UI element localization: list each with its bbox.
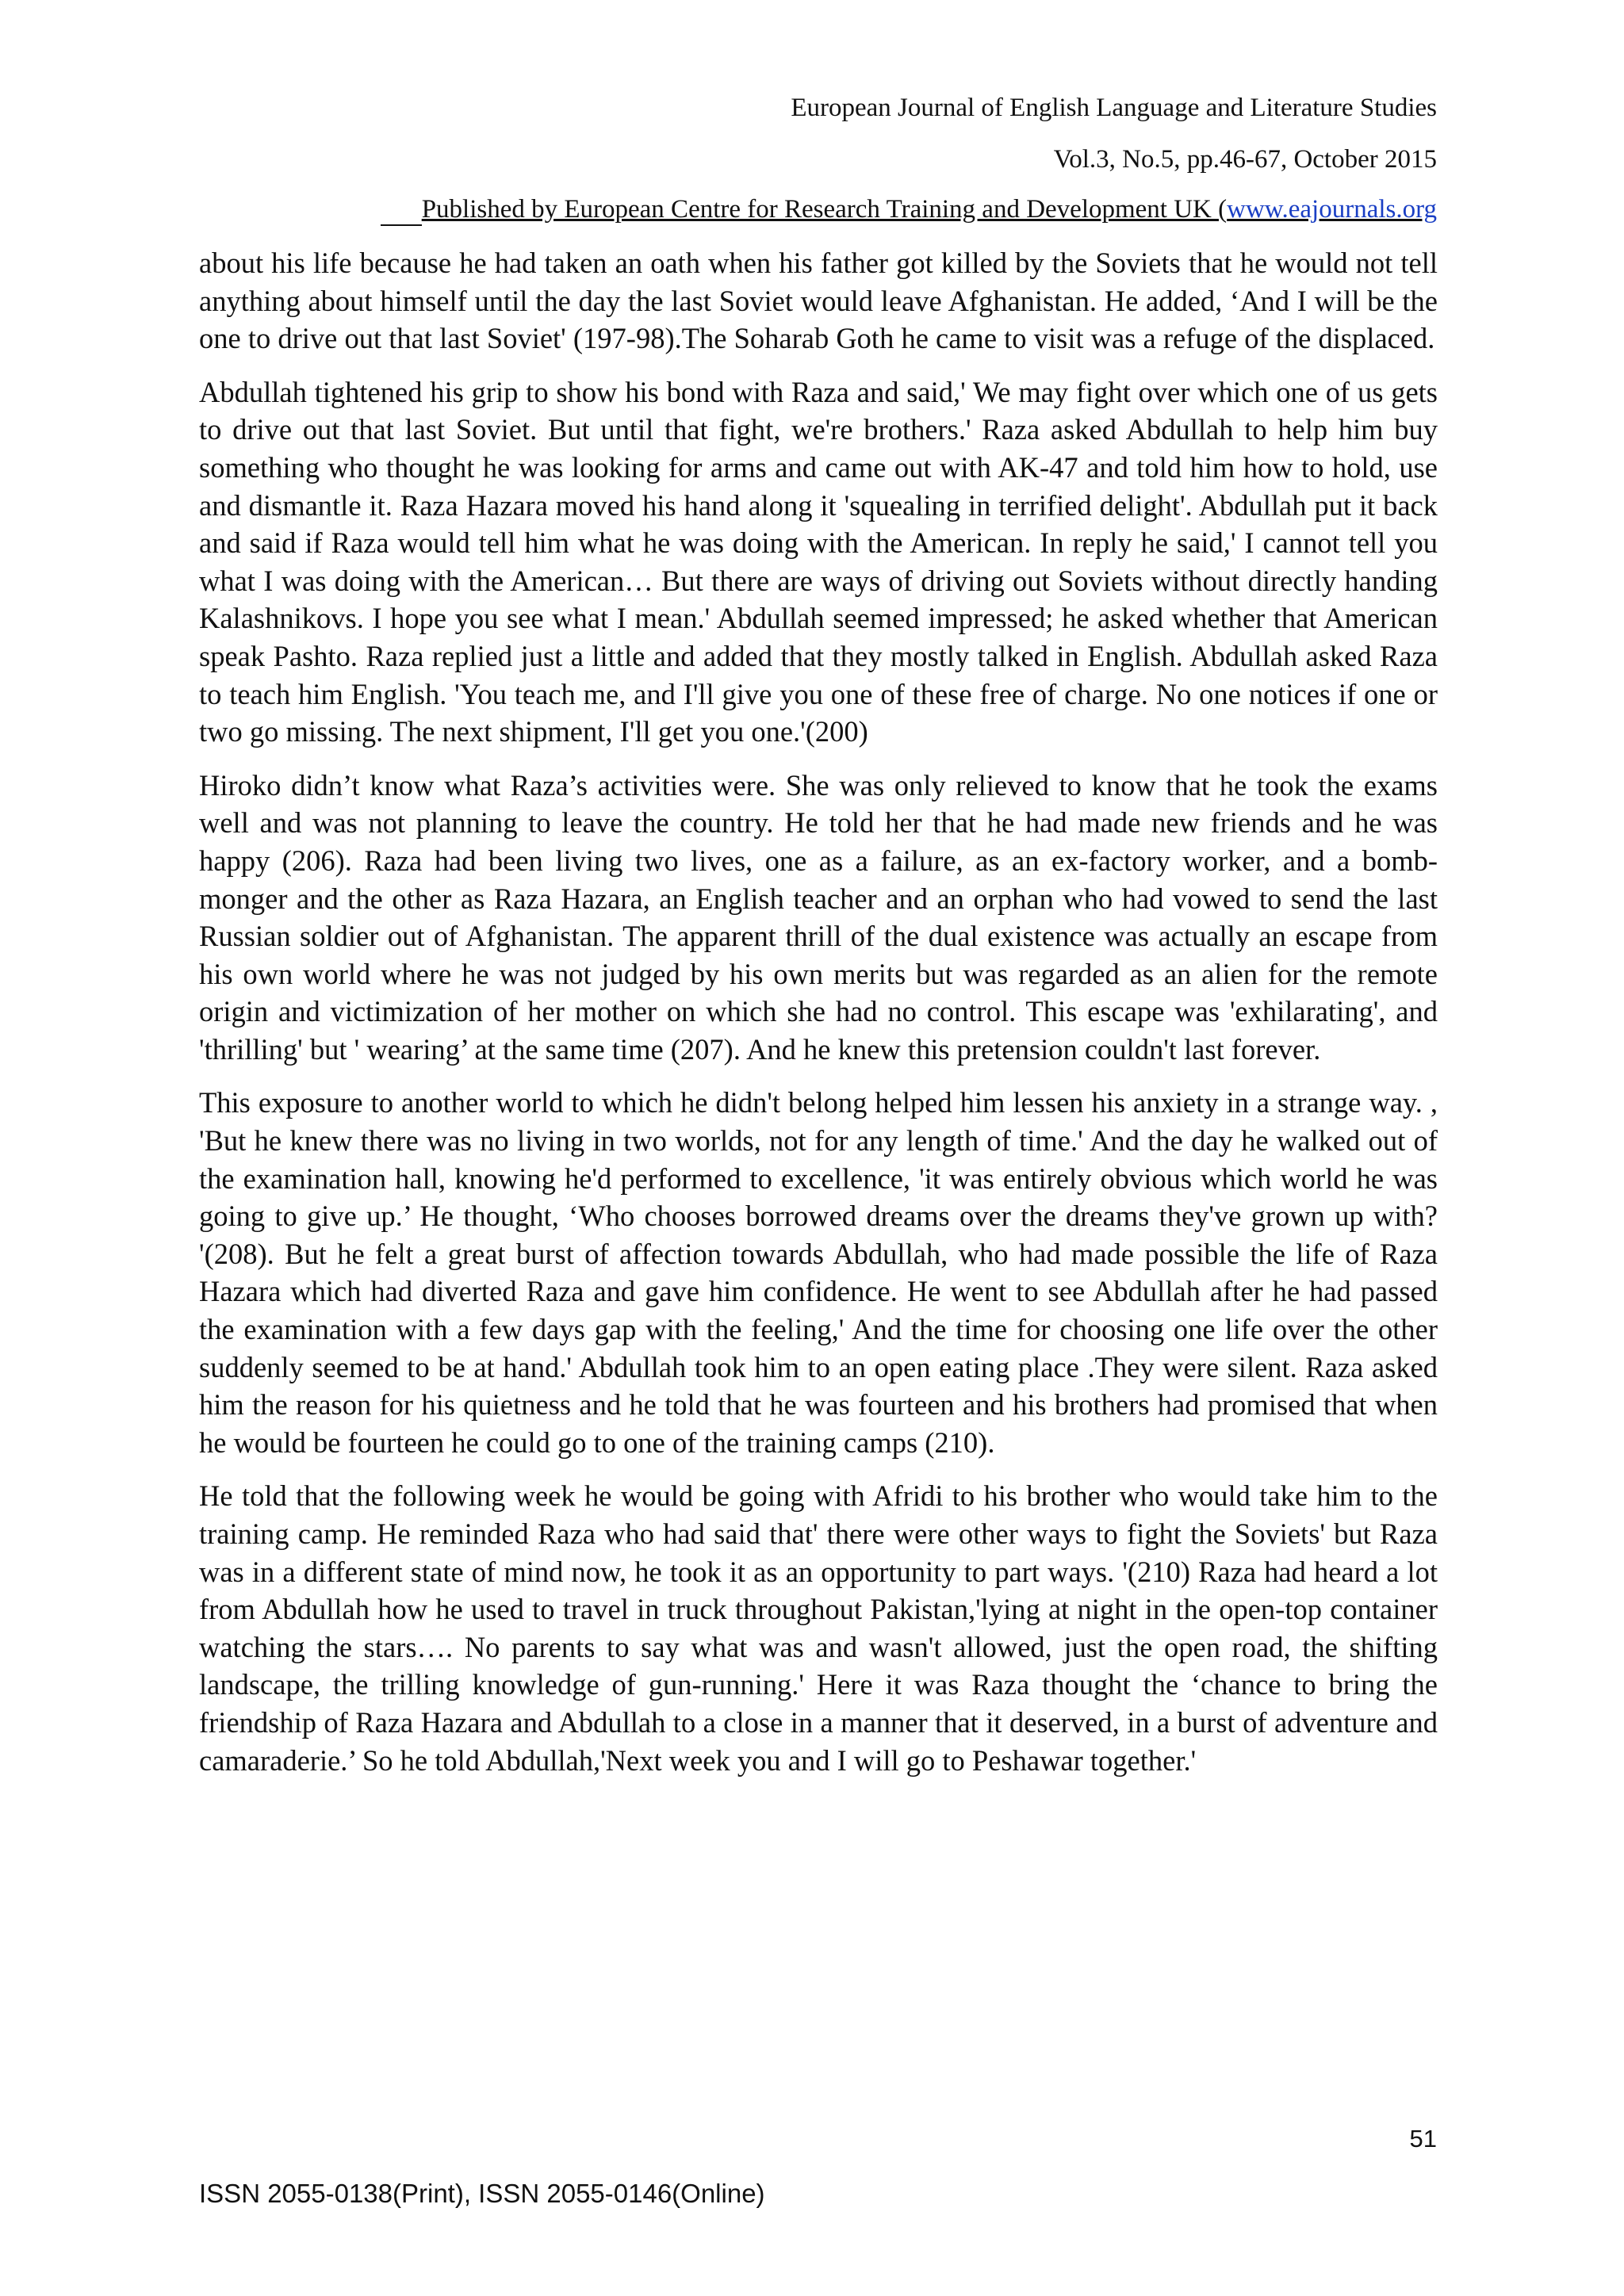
underline-lead (381, 195, 422, 226)
page-number: 51 (1409, 2125, 1437, 2152)
paragraph: about his life because he had taken an oath when his father got killed by the Soviets that he would not tell anything about himself until the day the last Soviet would leave Afghanistan. He added, ‘And I will be the one to drive out that last Soviet' (197-98).The Soharab Goth he came to visit was a refuge of the displaced. (199, 247, 1438, 355)
journal-title: European Journal of English Language and Literature Studies (791, 94, 1437, 122)
article-body (199, 244, 1438, 1795)
issn-footer: ISSN 2055-0138(Print), ISSN 2055-0146(Online) (199, 2179, 765, 2208)
paragraph: Abdullah tightened his grip to show his bond with Raza and said,' We may fight over which one of us gets to drive out that last Soviet. But until that fight, we're brothers.' Raza asked Abdullah to help him buy something who thought he was looking for arms and came out with AK-47 and told him how to hold, use and dismantle it. Raza Hazara moved his hand along it 'squealing in terrified delight'. Abdullah put it back and said if Raza would tell him what he was doing with the American. In reply he said,' I cannot tell you what I was doing with the American… But there are ways of driving out Soviets without directly handing Kalashnikovs. I hope you see what I mean.' Abdullah seemed impressed; he asked whether that American speak Pashto. Raza replied just a little and added that they mostly talked in English. Abdullah asked Raza to teach him English. 'You teach me, and I'll give you one of these free of charge. No one notices if one or two go missing. The next shipment, I'll get you one.'(200) (199, 375, 1438, 748)
paragraph: This exposure to another world to which he didn't belong helped him lessen his anxiety in a strange way. , 'But he knew there was no living in two worlds, not for any length of time.' And the day he walked out of the examination hall, knowing he'd performed to excellence, 'it was entirely obvious which world he was going to give up.’ He thought, ‘Who chooses borrowed dreams over the dreams they've grown up with? '(208). But he felt a great burst of affection towards Abdullah, who had made possible the life of Raza Hazara which had diverted Raza and gave him confidence. He went to see Abdullah after he had passed the examination with a few days gap with the feeling,' And the time for choosing one life over the other suddenly seemed to be at hand.' Abdullah took him to an open eating place .They were silent. Raza asked him the reason for his quietness and he told that he was fourteen and his brothers had promised that when he would be fourteen he could go to one of the training camps (210). (199, 1086, 1438, 1459)
paragraph: He told that the following week he would be going with Afridi to his brother who would take him to the training camp. He reminded Raza who had said that' there were other ways to fight the Soviets' but Raza was in a different state of mind now, he took it as an opportunity to part ways. '(210) Raza had heard a lot from Abdullah how he used to travel in truck throughout Pakistan,'lying at night in the open-top container watching the stars…. No parents to say what was and wasn't allowed, just the open road, the shifting landscape, the trilling knowledge of gun-running.' Here it was Raza thought the ‘chance to bring the friendship of Raza Hazara and Abdullah to a close in a manner that it deserved, in a burst of adventure and camaraderie.’ So he told Abdullah,'Next week you and I will go to Peshawar together.' (199, 1479, 1438, 1777)
publisher-text: Published by European Centre for Research Training and Development UK ( (421, 195, 1228, 224)
publisher-line (381, 195, 1437, 226)
volume-info: Vol.3, No.5, pp.46-67, October 2015 (1053, 145, 1437, 174)
paragraph: Hiroko didn’t know what Raza’s activities were. She was only relieved to know that he took the exams well and was not planning to leave the country. He told her that he had made new friends and he was happy (206). Raza had been living two lives, one as a failure, as an ex-factory worker, and a bomb- monger and the other as Raza Hazara, an English teacher and an orphan who had vowed to send the last Russian soldier out of Afghanistan. The apparent thrill of the dual existence was actually an escape from his own world where he was not judged by his own merits but was regarded as an alien for the remote origin and victimization of her mother on which she had no control. This escape was 'exhilarating', and 'thrilling' but ' wearing’ at the same time (207). And he knew this pretension couldn't last forever. (199, 768, 1438, 1066)
journal-website-link[interactable]: www.eajournals.org (1227, 195, 1437, 224)
